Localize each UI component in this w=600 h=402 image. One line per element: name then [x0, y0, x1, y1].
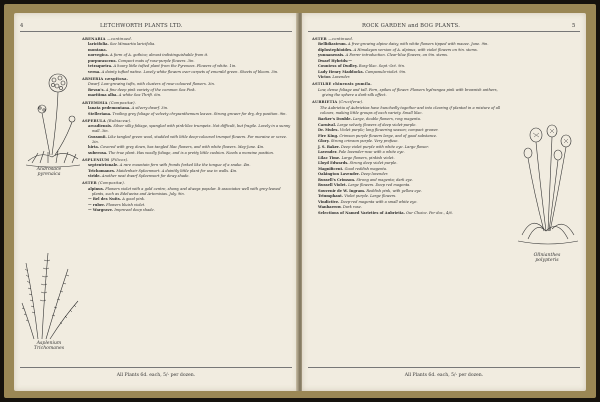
- plant-entry: [82, 42, 292, 47]
- plant-description: Compact mats of rose-purple flowers. 3in.: [117, 58, 195, 63]
- plant-description: Large velvety flowers of deep violet-purple.: [337, 122, 417, 127]
- plant-description: Deep lavender.: [360, 172, 389, 177]
- caption-line: pyrenaica: [37, 172, 61, 178]
- plant-name: Souvenir de W. Ingram.: [318, 188, 366, 193]
- plant-name: Magnificent.: [318, 166, 344, 171]
- plant-name: Wanbarrow.: [318, 205, 342, 210]
- plant-description: Deep-red magenta with a small white eye.: [340, 199, 418, 204]
- genus-heading: [82, 77, 292, 82]
- plant-entry: [82, 135, 292, 145]
- plant-entry: [82, 88, 292, 93]
- plant-name: norvegica.: [88, 53, 109, 58]
- left-top-rule: [20, 31, 292, 32]
- plant-description: A free-growing alpine daisy, with white flowers tipped with mauve. June. 9in.: [348, 42, 489, 47]
- plant-name: verna.: [88, 69, 101, 74]
- plant-entry: [82, 163, 292, 168]
- plant-entry: [312, 194, 508, 199]
- plant-description: A rare mountain fern with fronds forked like the tongue of a snake. 4in.: [119, 163, 251, 168]
- right-page-number: 5: [572, 23, 576, 29]
- plant-description: Another neat dwarf Spleenwort for dewy shade.: [101, 174, 190, 179]
- genus-heading: [82, 119, 292, 124]
- plant-name: suberosa.: [88, 150, 108, 155]
- plant-description: A white Sea Thrift. 6in.: [118, 93, 162, 98]
- plant-entry: [82, 53, 292, 58]
- genus-heading: [312, 82, 508, 87]
- genus-heading: [82, 37, 292, 42]
- plant-name: Lady Henry Maddocks.: [318, 69, 364, 74]
- caption-line: Androsace: [36, 167, 62, 172]
- plant-description: Violet purple. Large flowers.: [344, 194, 397, 199]
- illustration-caption-1: [18, 167, 80, 177]
- plant-name: Carnival.: [318, 122, 337, 127]
- plant-description: Strong and magenta; dark eye.: [356, 177, 413, 182]
- plant-entry: [82, 112, 292, 117]
- genus-continued: (Rubiaceæ).: [107, 118, 132, 123]
- genus-name: ASPLENIUM: [82, 157, 110, 162]
- plant-name: Russell's Crimson.: [318, 177, 356, 182]
- plant-description: Flowers violet with a gold centre, showy and always popular. It associates well with grey-leaved plants, such as Edelweiss and Artemisias. July. 9in.: [92, 186, 281, 196]
- plant-name: — ruber.: [88, 202, 105, 207]
- genus-continued: —continued.: [107, 37, 133, 41]
- plant-name: — Wargrave.: [88, 208, 114, 213]
- plant-description: Campanula-violet. 9in.: [365, 69, 407, 74]
- plant-description: Like tangled green wool, studded with little deep-coloured trumpet flowers. For moraine or scree. 2in.: [92, 134, 288, 144]
- plant-entry: [312, 75, 508, 80]
- plant-entry: [312, 70, 508, 75]
- plant-description: Dwarf. Low-growing tufts, with clusters of rose-coloured flowers. 3in.: [88, 82, 215, 87]
- plant-name: tetraquetra.: [88, 64, 113, 69]
- caption-line: polypteris: [535, 258, 559, 264]
- plant-name: viride.: [88, 174, 101, 179]
- plant-entry: [312, 128, 508, 133]
- plant-entry: [312, 139, 508, 144]
- plant-description: A Farrer introduction. Clear-blue flowers, on 9in. stems.: [345, 53, 449, 58]
- genus-continued: —continued.: [328, 37, 354, 41]
- genus-heading: [82, 181, 292, 186]
- plant-entry: [312, 178, 508, 183]
- plant-name: Bevan's.: [88, 87, 105, 92]
- fern-illustration: [18, 243, 84, 343]
- plant-name: Selections of Named Varieties of Aubrietia.: [318, 210, 405, 215]
- plant-entry: [312, 42, 508, 47]
- plant-name: septentrionale.: [88, 163, 119, 168]
- plant-name: Glory.: [318, 139, 330, 144]
- genus-name: ARENARIA: [82, 37, 106, 41]
- plant-entry: [312, 64, 508, 69]
- genus-name: AUBRIETIA: [312, 100, 338, 105]
- genus-continued: (Compositæ).: [98, 181, 126, 186]
- plant-entry: [312, 150, 508, 155]
- plant-description: Our Choice. Per doz., 4/6.: [406, 210, 453, 215]
- plant-description: Dark rose.: [342, 205, 362, 210]
- plant-entry: [312, 117, 508, 122]
- right-page: [302, 13, 586, 391]
- plant-description: The true plant. Has woolly foliage, and is a pretty little cushion. Needs a moraine position.: [108, 150, 274, 155]
- plant-description: Trailing grey foliage of velvety chrysanthemum leaves. Strong grower for dry, dry position. 9in.: [112, 111, 287, 116]
- right-footer: All Plants 6d. each, 5/- per dozen.: [404, 373, 484, 378]
- plant-name: alpinus.: [88, 186, 105, 191]
- plant-entry: [312, 167, 508, 172]
- caption-line: Trichomanes: [33, 346, 65, 352]
- plant-name: Lloyd Edwards.: [318, 161, 349, 166]
- genus-continued: (Filices).: [110, 157, 129, 162]
- plant-entry: [312, 161, 508, 166]
- plant-entry: [82, 203, 292, 208]
- plant-description: Lavender.: [332, 75, 351, 80]
- plant-entry: [82, 106, 292, 111]
- plant-description: Strong deep violet purple.: [349, 161, 398, 166]
- plant-entry: [82, 169, 292, 174]
- genus-heading: [312, 37, 508, 42]
- left-running-head: LETCHWORTH PLANTS LTD.: [100, 23, 183, 29]
- plant-description: Crimson purple flowers large, and of good substance.: [339, 133, 438, 138]
- plant-name: Lilac Time.: [318, 155, 341, 160]
- plant-description: A form of A. gothica; almost indistinguishable from it.: [110, 53, 209, 58]
- plant-entry: [82, 124, 292, 134]
- plant-description: A good pink.: [122, 197, 146, 202]
- genus-name: ASTILBE chinensis pumila.: [312, 82, 372, 87]
- plant-description: Maidenhair Spleenwort. A daintily little plant for use in walls. 4in.: [116, 168, 238, 173]
- left-text-column: [82, 35, 292, 214]
- left-page-number: 4: [20, 23, 24, 29]
- plant-name: purpurascens.: [88, 58, 117, 63]
- plant-entry: [312, 211, 508, 216]
- genus-note: The Aubrietia of Aubrietias have hunchedly together and into clearing if planted in a mixture of all colours, making little groups of each variety. Small lilac.: [320, 106, 501, 116]
- plant-description: A silvery dwarf. 3in.: [131, 106, 169, 111]
- plant-entry: [82, 70, 292, 75]
- plant-entry: [82, 82, 292, 87]
- plant-name: Lavender.: [318, 150, 338, 155]
- plant-name: yunnanensis.: [318, 53, 345, 58]
- plant-description: Violet purple; long flowering season; compact grower.: [339, 128, 439, 133]
- plant-name: Dwarf Hybrids:—: [318, 58, 352, 63]
- plant-entry: [312, 156, 508, 161]
- genus-heading: [82, 158, 292, 163]
- plant-description: A fine deep pink variety of the common Sea Pink.: [105, 87, 196, 92]
- plant-entry: [312, 59, 508, 64]
- plant-name: Countess of Dudley.: [318, 64, 358, 69]
- genus-heading: [82, 101, 292, 106]
- plant-entry: [312, 205, 508, 210]
- genus-continued: (Cruciferæ).: [338, 100, 364, 105]
- plant-entry: [312, 189, 508, 194]
- plant-name: Dr. Mules.: [318, 128, 339, 133]
- plant-description: Silver silky foliage, spangled with pink-lilac trumpets. Not difficult, but fragile. Lovely in a sunny wall. 3in.: [92, 124, 291, 134]
- plant-entry: [312, 123, 508, 128]
- left-page: [14, 13, 298, 391]
- plant-name: diplostephioides.: [318, 47, 353, 52]
- plant-name: Victor.: [318, 75, 332, 80]
- right-bottom-rule: [308, 367, 580, 368]
- plant-entry: [312, 145, 508, 150]
- plant-description: Flowers bluish violet.: [106, 202, 146, 207]
- plant-description: Improved deep shade.: [114, 208, 155, 213]
- plant-name: laricifolia.: [88, 42, 109, 47]
- plant-entry: [82, 151, 292, 156]
- flower-illustration: [514, 123, 582, 251]
- plant-entry: [312, 88, 508, 98]
- right-top-rule: [308, 31, 580, 32]
- illustration-caption-3: [512, 253, 582, 263]
- plant-entry: [312, 172, 508, 177]
- genus-name: ASPERULA: [82, 118, 106, 123]
- plant-name: Stelleriana.: [88, 111, 112, 116]
- plant-name: montana.: [88, 47, 107, 52]
- plant-entry: [82, 93, 292, 98]
- plant-name: maritima alba.: [88, 93, 118, 98]
- plant-entry: [82, 145, 292, 150]
- plant-name: Bellidiastrum.: [318, 42, 347, 47]
- illustration-caption-2: [18, 341, 80, 351]
- plant-entry: [312, 134, 508, 139]
- plant-description: Low, dense foliage and tall. Fern, spikes of flower. Flowers hydrangea pink with brownish anthers, giving the sphere a dark-silk effect.: [318, 87, 498, 98]
- right-text-column: [312, 35, 508, 216]
- plant-name: Triumphant.: [318, 194, 344, 199]
- plant-name: lanata pedemontana.: [88, 106, 131, 111]
- plant-entry: [82, 59, 292, 64]
- plant-name: arcadiensis.: [88, 124, 113, 129]
- left-bottom-rule: [20, 367, 292, 368]
- plant-name: Russell Violet.: [318, 183, 347, 188]
- plant-description: See Minuartia laricifolia.: [109, 42, 156, 47]
- plant-description: Deep violet purple with white eye. Large flower.: [341, 144, 429, 149]
- plant-description: Covered with grey down, has tangled lilac flowers, and with white flowers. May-June. 4in.: [100, 145, 265, 150]
- plant-name: Gussonii.: [88, 134, 107, 139]
- plant-description: Large, double flowers, rosy magenta.: [353, 117, 422, 122]
- plant-name: Oakington Lavender.: [318, 172, 360, 177]
- plant-description: Large flowers. Deep red magenta.: [348, 183, 411, 188]
- genus-continued: (Compositæ).: [109, 100, 137, 105]
- plant-entry: [82, 187, 292, 197]
- plant-name: Fire King.: [318, 133, 339, 138]
- genus-heading: [312, 100, 508, 105]
- genus-name: ASTER: [312, 37, 327, 41]
- caption-line: Asplenium: [36, 341, 62, 346]
- plant-description: Pale lavender-rose with a white eye.: [338, 150, 405, 155]
- plant-description: A dainty tufted native. Lovely white flowers over carpets of emerald green. Sheets of bloom. 3in.: [101, 69, 279, 74]
- plant-name: Trichomanes.: [88, 168, 116, 173]
- plant-name: J. S. Baker.: [318, 144, 340, 149]
- plant-entry: [312, 48, 508, 53]
- plant-entry: [312, 53, 508, 58]
- thrift-illustration: [20, 69, 84, 181]
- plant-description: Rosy-lilac. Sept.-Oct. 9in.: [358, 64, 406, 69]
- plant-name: Vindictive.: [318, 199, 340, 204]
- caption-line: Ollnianthes: [533, 253, 561, 258]
- plant-entry: [312, 200, 508, 205]
- plant-entry: [82, 48, 292, 53]
- plant-entry: [82, 197, 292, 202]
- plant-description: Strong crimson purple. Very profuse.: [330, 139, 399, 144]
- plant-name: — Bel des Nuits.: [88, 197, 122, 202]
- plant-description: A hoary little tufted plant from the Pyrenees. Flowers of white. 1in.: [113, 64, 237, 69]
- plant-entry: [312, 183, 508, 188]
- plant-description: Reddish pink, with yellow eye.: [366, 188, 422, 193]
- plant-name: hirta.: [88, 145, 100, 150]
- plant-description: Good reddish magenta.: [344, 166, 388, 171]
- genus-name: ASTER: [82, 181, 97, 186]
- plant-entry: [82, 64, 292, 69]
- left-footer: All Plants 6d. each, 5/- per dozen.: [116, 373, 196, 378]
- genus-name: ARTEMISIA: [82, 100, 108, 105]
- right-running-head: ROCK GARDEN and BOG PLANTS.: [362, 23, 461, 29]
- plant-description: Large flowers, pinkish violet.: [341, 155, 395, 160]
- plant-entry: [82, 208, 292, 213]
- plant-name: Barker's Double.: [318, 117, 352, 122]
- plant-entry: [82, 174, 292, 179]
- genus-name: ARMERIA cæspitosa.: [82, 77, 129, 81]
- plant-description: A Himalayan version of A. alpinus, with violet flowers on 9in. stems.: [353, 47, 478, 52]
